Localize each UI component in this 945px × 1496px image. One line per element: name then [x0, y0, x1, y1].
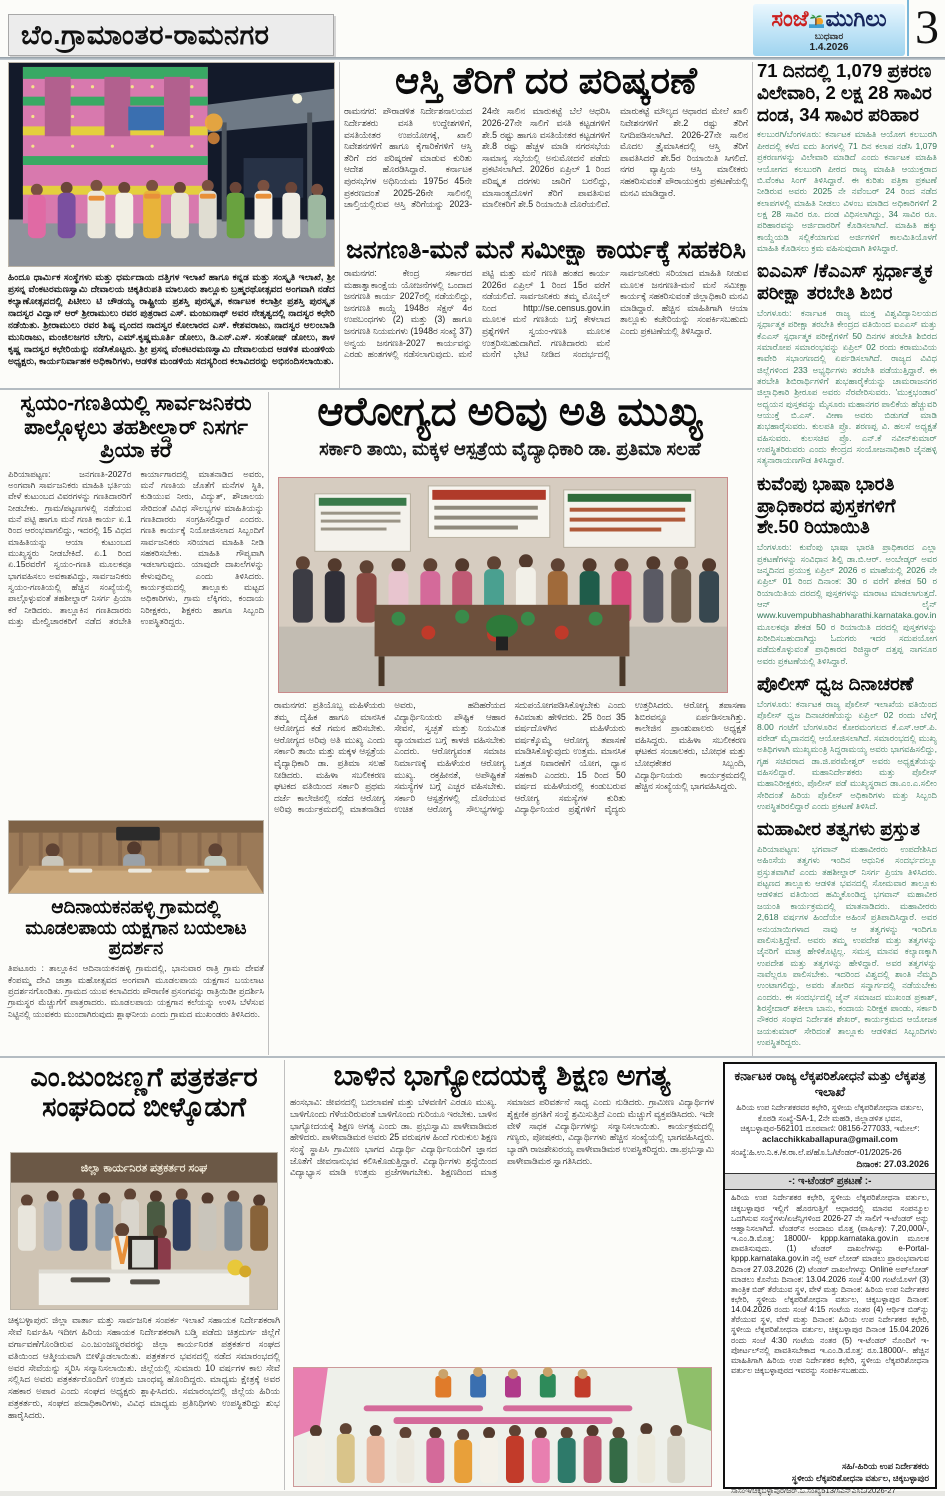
info-commission-body: ಕಲಬುರಗಿ/ಬೆಂಗಳೂರು: ಕರ್ನಾಟಕ ಮಾಹಿತಿ ಆಯೋಗ ಕಲಬುರಗಿ ಪೀಠದಲ್ಲಿ ಕಳೆದ ಐದು ತಿಂಗಳಲ್ಲಿ 71 ದಿನ ಕಲಾಪ ನಡೆಸಿ 1,079 ಪ್ರಕರಣಗಳನ್ನು ವಿಲೇವಾರಿ ಮಾಡಿದೆ ಎಂದು ಕರ್ನಾಟಕ ಮಾಹಿತಿ ಆಯೋಗದ ಕಲಬುರಗಿ ಪೀಠದ ರಾಜ್ಯ ಮಾಹಿತಿ ಆಯುಕ್ತರಾದ ಬಿ.ವೆಂಕಟ ಸಿಂಗ್ ತಿಳಿಸಿದ್ದಾರೆ. ಈ ಕುರಿತು ಪತ್ರಿಕಾ ಪ್ರಕಟಣೆ ನೀಡಿರುವ ಅವರು 2025 ನೇ ನವೆಂಬರ್ 24 ರಿಂದ ನಡೆದ ಕಲಾಪಗಳಲ್ಲಿ ಮಾಹಿತಿ ನೀಡಲು ವಿಳಂಬ ಮಾಡಿದ ಅಧಿಕಾರಿಗಳಿಗೆ 2 ಲಕ್ಷ 28 ಸಾವಿರ ರೂ. ದಂಡ ವಿಧಿಸಲಾಗಿದ್ದು, 34 ಸಾವಿರ ರೂ. ಪರಿಹಾರವನ್ನು ಅರ್ಜಿದಾರರಿಗೆ ಕೊಡಿಸಲಾಗಿದೆ. ಮಾಹಿತಿ ಹಕ್ಕು ಕಾಯ್ದೆಯಡಿ ಸಲ್ಲಿಕೆಯಾಗುವ ಅರ್ಜಿಗಳಿಗೆ ಕಾಲಮಿತಿಯೊಳಗೆ ಮಾಹಿತಿ ಕೊಡಿಸಲು ಕ್ರಮ ವಹಿಸುವುದಾಗಿ ತಿಳಿಸಿದ್ದಾರೆ.: [757, 129, 937, 253]
tender-bottom-ref: ಸಾಸಂಇ/ಚಿಕ್ಕಬಳ್ಳಾಪುರ/ಜರ್.ಓ.ಸಂಖ್ಯೆ513/ಸಿಎನ್ಎಸಿಒ/2026-27: [731, 1485, 896, 1495]
police-flag-headline: ಪೊಲೀಸ್ ಧ್ವಜ ದಿನಾಚರಣೆ: [757, 673, 914, 694]
tender-etender-bar: -: ಇ-ಟೆಂಡರ್ ಪ್ರಕಟಣೆ :-: [725, 1173, 935, 1190]
education-body: ಹಂಸಭಾವಿ: ಜೀವನದಲ್ಲಿ ಬದಲಾವಣೆ ಮತ್ತು ಬೆಳವಣಿಗೆ ಎರಡೂ ಮುಖ್ಯ. ಬಾಳಿಗೊಂದು ಗೆಳೆಯರಿರುವಂತೆ ಬಾಳಿಗೊಂದು ಗುರಿಯೂ ಇರಬೇಕು. ಬಾಳಿನ ಭಾಗ್ಯೋದಯಕ್ಕೆ ಶಿಕ್ಷಣ ಅಗತ್ಯ ಎಂದು ಡಾ. ಪ್ರಭುಸ್ವಾಮಿ ಪಾಳೇವಾಡಿಮಠ ಹೇಳಿದರು. ಪಾಳೇವಾಡಿಮಠ ಅವರು 25 ವರುಷಗಳ ಹಿಂದೆ ಗುರುಕುಲ ಶಿಕ್ಷಣ ಸಂಸ್ಥೆ ಸ್ಥಾಪಿಸಿ ಗ್ರಾಮೀಣ ಭಾಗದ ವಿದ್ಯಾರ್ಥಿ ವಿದ್ಯಾರ್ಥಿನಿಯರಿಗೆ ಜ್ಞಾನದ ಜೊತೆಗೆ ಜೀವನಾನುಭವ ಕಲಿಸಿಕೊಡುತ್ತಿದ್ದಾರೆ. ವಿದ್ಯಾರ್ಥಿಗಳು ಶ್ರದ್ಧೆಯಿಂದ ವಿದ್ಯಾಭ್ಯಾಸ ಮಾಡಿ ಉತ್ತಮ ಪ್ರಜೆಗಳಾಗಬೇಕು. ಶಿಕ್ಷಣದಿಂದ ಮಾತ್ರ ಸಮಾಜದ ಪರಿವರ್ತನೆ ಸಾಧ್ಯ ಎಂದು ನುಡಿದರು. ಗ್ರಾಮೀಣ ವಿದ್ಯಾರ್ಥಿಗಳ ಶೈಕ್ಷಣಿಕ ಪ್ರಗತಿಗೆ ಸಂಸ್ಥೆ ಶ್ರಮಿಸುತ್ತಿದೆ ಎಂದು ಮೆಚ್ಚುಗೆ ವ್ಯಕ್ತಪಡಿಸಿದರು. ಇದೇ ವೇಳೆ ಸಾಧಕ ವಿದ್ಯಾರ್ಥಿಗಳನ್ನು ಸನ್ಮಾನಿಸಲಾಯಿತು. ಕಾರ್ಯಕ್ರಮದಲ್ಲಿ ಗಣ್ಯರು, ಪೋಷಕರು, ವಿದ್ಯಾರ್ಥಿಗಳು ಹೆಚ್ಚಿನ ಸಂಖ್ಯೆಯಲ್ಲಿ ಭಾಗವಹಿಸಿದ್ದರು. ಬ್ಯಾಡಗಿ ರಾಜಶೇಖರಯ್ಯ ಪಾಳೇವಾಡಿಮಠ ಉಪಸ್ಥಿತರಿದ್ದರು. ಡಾ.ಪ್ರಭುಸ್ವಾಮಿ ಪಾಳೇವಾಡಿಮಠ ಸ್ವಾಗತಿಸಿದರು.: [290, 1097, 714, 1178]
kuvempu-body: ಬೆಂಗಳೂರು: ಕುವೆಂಪು ಭಾಷಾ ಭಾರತಿ ಪ್ರಾಧಿಕಾರದ ಎಲ್ಲಾ ಪ್ರಕಟಣೆಗಳನ್ನು ಸಂವಿಧಾನ ಶಿಲ್ಪಿ ಡಾ.ಬಿ.ಆರ್. ಅಂಬೇಡ್ಕರ್ ಅವರ ಜನ್ಮದಿನದ ಪ್ರಯುಕ್ತ ಏಪ್ರಿಲ್ 2026 ರ ಮಾಹೆಯಲ್ಲಿ 2026 ನೇ ಏಪ್ರಿಲ್ 01 ರಿಂದ ದಿನಾಂಕ: 30 ರ ವರೆಗೆ ಶೇಕಡ 50 ರ ರಿಯಾಯಿತಿಯ ದರದಲ್ಲಿ ಪುಸ್ತಕಗಳನ್ನು ಮಾರಾಟ ಮಾಡಲಾಗುತ್ತದೆ. ಆನ್ ಲೈನ್ www.kuvempubhashabharathi.karnataka.gov.in ಮೂಲಕವೂ ಶೇಕಡ 50 ರ ರಿಯಾಯಿತಿ ದರದಲ್ಲಿ ಪುಸ್ತಕಗಳನ್ನು ಖರೀದಿಸಬಹುದಾಗಿದ್ದು ಓದುಗರು ಇದರ ಸದುಪಯೋಗ ಪಡೆದುಕೊಳ್ಳುವಂತೆ ಪ್ರಾಧಿಕಾರದ ರಿಜಿಸ್ಟ್ರಾರ್ ದತ್ತಪ್ಪ ನಾಗನೂರ ಅವರು ಪ್ರಕಟಣೆಯಲ್ಲಿ ತಿಳಿಸಿದ್ದಾರೆ.: [757, 542, 937, 666]
temple-event-photo: [8, 62, 335, 267]
meeting-photo: [8, 820, 264, 894]
tender-ref-number: ಸಂಖ್ಯೆ:ಹಿ.ಉ.ನಿ.ಕ./ಕ.ರಾ.ಲೆ.ಪ/ಹೊ.ಓ/ಟೆಂಡರ್-01/2025-26: [731, 1147, 902, 1158]
farewell-body: ಚಿಕ್ಕಬಳ್ಳಾಪುರ: ಜಿಲ್ಲಾ ವಾರ್ತಾ ಮತ್ತು ಸಾರ್ವಜನಿಕ ಸಂಪರ್ಕ ಇಲಾಖೆ ಸಹಾಯಕ ನಿರ್ದೇಶಕರಾಗಿ ಸೇವೆ ನಿರ್ವಹಿಸಿ ಇದೀಗ ಹಿರಿಯ ಸಹಾಯಕ ನಿರ್ದೇಶಕರಾಗಿ ಬಡ್ತಿ ಪಡೆದು ಚಿತ್ರದುರ್ಗ ಜಿಲ್ಲೆಗೆ ವರ್ಗಾವಣೆಗೊಂಡಿರುವ ಎಂ.ಜುಂಜಣ್ಣರವರನ್ನು ಜಿಲ್ಲಾ ಕಾರ್ಯನಿರತ ಪತ್ರಕರ್ತರ ಸಂಘದ ವತಿಯಿಂದ ಆತ್ಮೀಯವಾಗಿ ಬೀಳ್ಕೊಡಲಾಯಿತು. ಪತ್ರಕರ್ತರ ಭವನದಲ್ಲಿ ನಡೆದ ಸಮಾರಂಭದಲ್ಲಿ ಅವರ ಸೇವೆಯನ್ನು ಸ್ಮರಿಸಿ ಸನ್ಮಾನಿಸಲಾಯಿತು. ಜಿಲ್ಲೆಯಲ್ಲಿ ಸುಮಾರು 10 ವರ್ಷಗಳ ಕಾಲ ಸೇವೆ ಸಲ್ಲಿಸಿದ ಅವರು ಪತ್ರಕರ್ತರೊಂದಿಗೆ ಉತ್ತಮ ಬಾಂಧವ್ಯ ಹೊಂದಿದ್ದರು. ಮಾಧ್ಯಮ ಕ್ಷೇತ್ರಕ್ಕೆ ಅವರ ಸಹಕಾರ ಅಪಾರ ಎಂದು ಸಂಘದ ಅಧ್ಯಕ್ಷರು ಶ್ಲಾಘಿಸಿದರು. ಸಮಾರಂಭದಲ್ಲಿ ಜಿಲ್ಲೆಯ ಹಿರಿಯ ಪತ್ರಕರ್ತರು, ಸಂಘದ ಪದಾಧಿಕಾರಿಗಳು, ವಿವಿಧ ಮಾಧ್ಯಮ ಪ್ರತಿನಿಧಿಗಳು ಉಪಸ್ಥಿತರಿದ್ದು ಶುಭ ಹಾರೈಸಿದರು.: [8, 1315, 280, 1420]
self-census-body: ಪಿರಿಯಾಪಟ್ಟಣ: ಜನಗಣತಿ-2027ರ ಅಂಗವಾಗಿ ಸಾರ್ವಜನಿಕರು ಮಾಹಿತಿ ಭರ್ತಿಯ ವೇಳೆ ಕುಟುಂಬದ ವಿವರಗಳನ್ನು ಗಣತಿದಾರರಿಗೆ ನೀಡಬೇಕು. ಗ್ರಾಮ/ಪಟ್ಟಣಗಳಲ್ಲಿ ನಡೆಯುವ ಮನೆ ಪಟ್ಟಿ ಹಾಗೂ ಮನೆ ಗಣತಿ ಕಾರ್ಯ ಏ.1 ರಿಂದ ಆರಂಭವಾಗಲಿದ್ದು, ಇದರಲ್ಲಿ 15 ವಿಧದ ಮಾಹಿತಿಯನ್ನು ಆಯಾ ಕುಟುಂಬದ ಮುಖ್ಯಸ್ಥರು ನೀಡಬೇಕಿದೆ. ಏ.1 ರಿಂದ ಏ.15ರವರೆಗೆ ಸ್ವಯಂ-ಗಣತಿ ಮೂಲಕವೂ ಭಾಗವಹಿಸಲು ಅವಕಾಶವಿದ್ದು, ಸಾರ್ವಜನಿಕರು ಸ್ವಯಂ-ಗಣತಿಯಲ್ಲಿ ಹೆಚ್ಚಿನ ಸಂಖ್ಯೆಯಲ್ಲಿ ಪಾಲ್ಗೊಳ್ಳುವಂತೆ ತಹಶೀಲ್ದಾರ್ ನಿಸರ್ಗ ಪ್ರಿಯಾ ಕರೆ ನೀಡಿದರು. ತಾಲ್ಲೂಕಿನ ಗಣತಿದಾರರು ಮತ್ತು ಮೇಲ್ವಿಚಾರಕರಿಗೆ ನಡೆದ ತರಬೇತಿ ಕಾರ್ಯಾಗಾರದಲ್ಲಿ ಮಾತನಾಡಿದ ಅವರು, ಮನೆ ಗಣತಿಯ ಜೊತೆಗೆ ಮನೆಗಳ ಸ್ಥಿತಿ, ಕುಡಿಯುವ ನೀರು, ವಿದ್ಯುತ್, ಶೌಚಾಲಯ ಸೇರಿದಂತೆ ವಿವಿಧ ಸೌಲಭ್ಯಗಳ ಮಾಹಿತಿಯನ್ನು ಗಣತಿದಾರರು ಸಂಗ್ರಹಿಸಲಿದ್ದಾರೆ ಎಂದರು. ಗಣತಿ ಕಾರ್ಯಕ್ಕೆ ನಿಯೋಜಿಸಲಾದ ಸಿಬ್ಬಂದಿಗೆ ಸಾರ್ವಜನಿಕರು ಸರಿಯಾದ ಮಾಹಿತಿ ನೀಡಿ ಸಹಕರಿಸಬೇಕು. ಮಾಹಿತಿ ಗೌಪ್ಯವಾಗಿ ಇಡಲಾಗುವುದು. ಯಾವುದೇ ದಾಖಲೆಗಳನ್ನು ಕೇಳುವುದಿಲ್ಲ ಎಂದು ತಿಳಿಸಿದರು. ಕಾರ್ಯಕ್ರಮದಲ್ಲಿ ತಾಲ್ಲೂಕು ಮಟ್ಟದ ಅಧಿಕಾರಿಗಳು, ಗ್ರಾಮ ಲೆಕ್ಕಿಗರು, ಕಂದಾಯ ನಿರೀಕ್ಷಕರು, ಶಿಕ್ಷಕರು ಹಾಗೂ ಸಿಬ್ಬಂದಿ ಉಪಸ್ಥಿತರಿದ್ದರು.: [8, 468, 264, 627]
education-event-photo: [293, 1367, 712, 1487]
moodalapaya-body: ತಿಪಟೂರು : ತಾಲ್ಲೂಕಿನ ಆದಿನಾಯಕನಹಳ್ಳಿ ಗ್ರಾಮದಲ್ಲಿ, ಭಾನುವಾರ ರಾತ್ರಿ ಗ್ರಾಮ ದೇವತೆ ಕೆಂಪಮ್ಮ ದೇವಿ ಜಾತ್ರಾ ಮಹೋತ್ಸವದ ಅಂಗವಾಗಿ ಮೂಡಲಪಾಯ ಯಕ್ಷಗಾನ ಬಯಲಾಟ ಪ್ರದರ್ಶನಗೊಂಡಿತು. ಗ್ರಾಮದ ಯುವ ಕಲಾವಿದರು ಪೌರಾಣಿಕ ಪ್ರಸಂಗವನ್ನು ರಾತ್ರಿಯಿಡೀ ಪ್ರದರ್ಶಿಸಿ ಗ್ರಾಮಸ್ಥರ ಮೆಚ್ಚುಗೆಗೆ ಪಾತ್ರರಾದರು. ಮೂಡಲಪಾಯ ಯಕ್ಷಗಾನ ಕಲೆಯನ್ನು ಉಳಿಸಿ ಬೆಳೆಸುವ ನಿಟ್ಟಿನಲ್ಲಿ ಯುವಕರು ಮುಂದಾಗಿರುವುದು ಶ್ಲಾಘನೀಯ ಎಂದು ಗ್ರಾಮದ ಮುಖಂಡರು ತಿಳಿಸಿದರು.: [8, 963, 264, 1019]
kuvempu-headline: ಕುವೆಂಪು ಭಾಷಾ ಭಾರತಿ ಪ್ರಾಧಿಕಾರದ ಪುಸ್ತಕಗಳಿಗೆ ಶೇ.50 ರಿಯಾಯಿತಿ: [757, 472, 896, 538]
tender-email: aclacchikkaballapura@gmail.com: [762, 1134, 898, 1145]
article-self-census: [8, 392, 264, 809]
tender-signature-1: ಸಹಿ/-ಹಿರಿಯ ಉಪ ನಿರ್ದೇಶಕರು: [841, 1461, 929, 1472]
paper-title-part1: ಸಂಜೆ: [771, 6, 809, 31]
paper-title: [753, 7, 905, 31]
self-census-headline: ಸ್ವಯಂ-ಗಣತಿಯಲ್ಲಿ ಸಾರ್ವಜನಿಕರು ಪಾಲ್ಗೊಳ್ಳಲು ತಹಶೀಲ್ದಾರ್ ನಿಸರ್ಗ ಪ್ರಿಯಾ ಕರೆ: [20, 392, 252, 463]
article-health: [274, 390, 746, 460]
right-column: [757, 60, 937, 1056]
article-kuvempu: [757, 473, 937, 667]
health-event-photo: [278, 477, 728, 693]
property-tax-body: ರಾಮನಗರ: ಪೌರಾಡಳಿತ ನಿರ್ದೇಶನಾಲಯದ ನಿರ್ದೇಶಕರು ವಸತಿ ಉದ್ದೇಶಗಳಿಗೆ, ವಸತಿಯೇತರ ಉಪಯೋಗಕ್ಕೆ, ಖಾಲಿ ನಿವೇಶನಗಳಿಗೆ ಹಾಗೂ ಕೈಗಾರಿಕೆಗಳಿಗೆ ಆಸ್ತಿ ತೆರಿಗೆ ದರ ಪರಿಷ್ಕರಣೆ ಮಾಡುವ ಕುರಿತು ಆದೇಶ ಹೊರಡಿಸಿದ್ದಾರೆ. ಕರ್ನಾಟಕ ಪುರಸಭೆಗಳ ಅಧಿನಿಯಮ 1975ರ 45ನೇ ಪ್ರಕರಣದಂತೆ 2025-26ನೇ ಸಾಲಿನಲ್ಲಿ ಚಾಲ್ತಿಯಲ್ಲಿರುವ ಆಸ್ತಿ ತೆರಿಗೆಯನ್ನು 2023-24ನೇ ಸಾಲಿನ ಮಾರುಕಟ್ಟೆ ಬೆಲೆ ಆಧರಿಸಿ 2026-27ನೇ ಸಾಲಿಗೆ ವಸತಿ ಕಟ್ಟಡಗಳಿಗೆ ಶೇ.5 ರಷ್ಟು ಹಾಗೂ ವಸತಿಯೇತರ ಕಟ್ಟಡಗಳಿಗೆ ಶೇ.8 ರಷ್ಟು ಹೆಚ್ಚಳ ಮಾಡಿ ನಗರಸಭೆಯ ಸಾಮಾನ್ಯ ಸಭೆಯಲ್ಲಿ ಅನುಮೋದನೆ ಪಡೆದು ಪ್ರಕಟಿಸಲಾಗಿದೆ. 2026ರ ಏಪ್ರಿಲ್ 1 ರಿಂದ ಪರಿಷ್ಕೃತ ದರಗಳು ಜಾರಿಗೆ ಬರಲಿದ್ದು, ಮಾಸಾಂತ್ಯದೊಳಗೆ ತೆರಿಗೆ ಪಾವತಿಸುವ ಮಾಲೀಕರಿಗೆ ಶೇ.5 ರಿಯಾಯಿತಿ ದೊರೆಯಲಿದೆ. ಮಾರುಕಟ್ಟೆ ಮೌಲ್ಯದ ಆಧಾರದ ಮೇಲೆ ಖಾಲಿ ನಿವೇಶನಗಳಿಗೆ ಶೇ.2 ರಷ್ಟು ತೆರಿಗೆ ನಿಗದಿಪಡಿಸಲಾಗಿದೆ. 2026-27ನೇ ಸಾಲಿನ ಮೊದಲ ತ್ರೈಮಾಸಿಕದಲ್ಲಿ ಆಸ್ತಿ ತೆರಿಗೆ ಪಾವತಿಸಿದರೆ ಶೇ.5ರ ರಿಯಾಯಿತಿ ಸಿಗಲಿದೆ. ನಗರ ವ್ಯಾಪ್ತಿಯ ಆಸ್ತಿ ಮಾಲೀಕರು ಸಹಕರಿಸುವಂತೆ ಪೌರಾಯುಕ್ತರು ಪ್ರಕಟಣೆಯಲ್ಲಿ ಮನವಿ ಮಾಡಿದ್ದಾರೆ.: [344, 106, 748, 210]
census-body: ರಾಮನಗರ: ಕೇಂದ್ರ ಸರ್ಕಾರದ ಮಹಾತ್ವಾಕಾಂಕ್ಷೆಯ ಯೋಜನೆಗಳಲ್ಲಿ ಒಂದಾದ ಜನಗಣತಿ ಕಾರ್ಯ 2027ರಲ್ಲಿ ನಡೆಯಲಿದ್ದು, ಜನಗಣತಿ ಕಾಯ್ದೆ 1948ರ ಸೆಕ್ಷನ್ 4ರ ಉಪಬಂಧಗಳು (2) ಮತ್ತು (3) ಹಾಗೂ ಜನಗಣತಿ ನಿಯಮಗಳು (1948ರ ಸಂಖ್ಯೆ 37) ಅನ್ವಯ ಜನಗಣತಿ-2027 ಕಾರ್ಯವನ್ನು ಎರಡು ಹಂತಗಳಲ್ಲಿ ನಡೆಸಲಾಗುವುದು. ಮನೆ ಪಟ್ಟಿ ಮತ್ತು ಮನೆ ಗಣತಿ ಹಂತದ ಕಾರ್ಯ 2026ರ ಏಪ್ರಿಲ್ 1 ರಿಂದ 15ರ ವರೆಗೆ ನಡೆಯಲಿದೆ. ಸಾರ್ವಜನಿಕರು ತಮ್ಮ ಮೊಬೈಲ್ ನಿಂದ http://se.census.gov.in ಮೂಲಕ ಮನೆ ಗಣತಿಯ ಬಗ್ಗೆ ಕೇಳಲಾದ ಪ್ರಶ್ನೆಗಳಿಗೆ ಸ್ವಯಂ-ಗಣತಿ ಮೂಲಕ ಉತ್ತರಿಸಬಹುದಾಗಿದೆ. ಗಣತಿದಾರರು ಮನೆ ಮನೆಗೆ ಭೇಟಿ ನೀಡಿದ ಸಂದರ್ಭದಲ್ಲಿ ಸಾರ್ವಜನಿಕರು ಸರಿಯಾದ ಮಾಹಿತಿ ನೀಡುವ ಮೂಲಕ ಜನಗಣತಿ-ಮನೆ ಮನೆ ಸಮೀಕ್ಷಾ ಕಾರ್ಯಕ್ಕೆ ಸಹಕರಿಸುವಂತೆ ಜಿಲ್ಲಾಧಿಕಾರಿ ಮನವಿ ಮಾಡಿದ್ದಾರೆ. ಹೆಚ್ಚಿನ ಮಾಹಿತಿಗಾಗಿ ಆಯಾ ತಾಲ್ಲೂಕು ಕಚೇರಿಯನ್ನು ಸಂಪರ್ಕಿಸಬಹುದು ಎಂದು ಪ್ರಕಟಣೆಯಲ್ಲಿ ತಿಳಿಸಿದ್ದಾರೆ.: [344, 268, 748, 360]
health-headline: ಆರೋಗ್ಯದ ಅರಿವು ಅತಿ ಮುಖ್ಯ: [317, 390, 703, 434]
divider-mid-1: [268, 392, 269, 1055]
tender-notice-box: [723, 1062, 937, 1495]
paper-title-part2: ಮುಗಿಲು: [825, 6, 887, 31]
divider-bottom-1: [284, 1060, 285, 1490]
police-flag-body: ಬೆಂಗಳೂರು: ಕರ್ನಾಟಕ ರಾಜ್ಯ ಪೊಲೀಸ್ ಇಲಾಖೆಯ ವತಿಯಿಂದ ಪೊಲೀಸ್ ಧ್ವಜ ದಿನಾಚರಣೆಯನ್ನು ಏಪ್ರಿಲ್ 02 ರಂದು ಬೆಳಿಗ್ಗೆ 8.00 ಗಂಟೆಗೆ ಬೆಂಗಳೂರಿನ ಕೋರಮಂಗಲದ ಕೆ.ಎಸ್.ಆರ್.ಪಿ. ಪರೇಡ್ ಮೈದಾನದಲ್ಲಿ ಆಯೋಜಿಸಲಾಗಿದೆ. ಸಮಾರಂಭದಲ್ಲಿ ಮುಖ್ಯ ಅತಿಥಿಗಳಾಗಿ ಮುಖ್ಯಮಂತ್ರಿ ಸಿದ್ದರಾಮಯ್ಯ ಅವರು ಭಾಗವಹಿಸಲಿದ್ದು, ಗೃಹ ಸಚಿವರಾದ ಡಾ.ಜಿ.ಪರಮೇಶ್ವರ್ ಅವರು ಅಧ್ಯಕ್ಷತೆಯನ್ನು ವಹಿಸಲಿದ್ದಾರೆ. ಮಹಾನಿರ್ದೇಶಕರು ಮತ್ತು ಪೊಲೀಸ್ ಮಹಾನಿರೀಕ್ಷಕರು, ಪೊಲೀಸ್ ಪಡೆ ಮುಖ್ಯಸ್ಥರಾದ ಡಾ.ಎಂ.ಎ.ಸಲೀಂ ಸೇರಿದಂತೆ ಹಿರಿಯ ಪೊಲೀಸ್ ಅಧಿಕಾರಿಗಳು ಮತ್ತು ಸಿಬ್ಬಂದಿ ಉಪಸ್ಥಿತರಿರಲಿದ್ದಾರೆ ಎಂದು ಪ್ರಕಟಣೆ ತಿಳಿಸಿದೆ.: [757, 698, 937, 811]
tender-body: ಹಿರಿಯ ಉಪ ನಿರ್ದೇಶಕರ ಕಛೇರಿ, ಸ್ಥಳೀಯ ಲೆಕ್ಕಪರಿಶೋಧನಾ ವರ್ತುಲ, ಚಿಕ್ಕಬಳ್ಳಾಪುರ ಇಲ್ಲಿಗೆ ಹೊರಗುತ್ತಿಗೆ ಆಧಾರದಲ್ಲಿ ಮಾನವ ಸಂಪನ್ಮೂಲ ಒದಗಿಸುವ ಸಂಸ್ಥೆಗಳು/ಏಜೆನ್ಸಿಗಳಿಂದ 2026-27 ನೇ ಸಾಲಿಗೆ ಇ-ಟೆಂಡರ್ ಅನ್ನು ಆಹ್ವಾನಿಸಲಾಗಿದೆ. ಟೆಂಡರ್‌ನ ಅಂದಾಜು ಮೊತ್ತ (ವಾರ್ಷಿಕ): 7,20,000/-, ಇ.ಎಂ.ಡಿ.ಮೊತ್ತ: 18000/- kppp.karnataka.gov.in ಮೂಲಕ ಪಾವತಿಸುವುದು. (1) ಟೆಂಡರ್ ದಾಖಲೆಗಳನ್ನು e-Portal- kppp.karnataka.gov.in ನಲ್ಲಿ ಅಪ್ ಲೋಡ್ ಮಾಡಲು ಪ್ರಾರಂಭವಾಗುವ ದಿನಾಂಕ 27.03.2026 (2) ಟೆಂಡರ್ ದಾಖಲೆಗಳನ್ನು Online ಅಪ್‌ಲೋಡ್ ಮಾಡಲು ಕೊನೆಯ ದಿನಾಂಕ: 13.04.2026 ಸಂಜೆ 4:00 ಗಂಟೆಯೊಳಗೆ (3) ತಾಂತ್ರಿಕ ಬಿಡ್ ತೆರೆಯುವ ಸ್ಥಳ, ವೇಳೆ ಮತ್ತು ದಿನಾಂಕ: ಹಿರಿಯ ಉಪ ನಿರ್ದೇಶಕರ ಕಛೇರಿ, ಸ್ಥಳೀಯ ಲೆಕ್ಕಪರಿಶೋಧನಾ ವರ್ತುಲ, ಚಿಕ್ಕಬಳ್ಳಾಪುರ ದಿನಾಂಕ: 14.04.2026 ರಂದು ಸಂಜೆ 4:15 ಗಂಟೆಯ ನಂತರ (4) ಆರ್ಥಿಕ ಬಿಡ್‌ನ್ನು ತೆರೆಯುವ ಸ್ಥಳ, ವೇಳೆ ಮತ್ತು ದಿನಾಂಕ: ಹಿರಿಯ ಉಪ ನಿರ್ದೇಶಕರ ಕಛೇರಿ, ಸ್ಥಳೀಯ ಲೆಕ್ಕಪರಿಶೋಧನಾ ವರ್ತುಲ, ಚಿಕ್ಕಬಳ್ಳಾಪುರ ದಿನಾಂಕ 15.04.2026 ರಂದು ಸಂಜೆ 4:30 ಗಂಟೆಯ ನಂತರ (5) ಇ-ಟೆಂಡರ್ ನೊಂದಿಗೆ ಇ-ಪೋರ್ಟಲ್‌ನಲ್ಲಿ ಪಾವತಿಸಬೇಕಾದ ಇ.ಎಂ.ಡಿ.ಮೊತ್ತ: ರೂ.18000/-. ಹೆಚ್ಚಿನ ಮಾಹಿತಿಗಾಗಿ ಹಿರಿಯ ಉಪ ನಿರ್ದೇಶಕರ ಕಛೇರಿ, ಸ್ಥಳೀಯ ಲೆಕ್ಕಪರಿಶೋಧನಾ ವರ್ತುಲ ಚಿಕ್ಕಬಳ್ಳಾಪುರದ ಇವರನ್ನು ಸಂಪರ್ಕಿಸಬಹುದು.: [731, 1193, 929, 1376]
masthead-date: 1.4.2026: [809, 42, 849, 53]
farewell-photo: [10, 1152, 278, 1310]
masthead: [753, 4, 905, 56]
farewell-headline: ಎಂ.ಜುಂಜಣ್ಣಗೆ ಪತ್ರಕರ್ತರ ಸಂಘದಿಂದ ಬೀಳ್ಕೊಡುಗೆ: [30, 1062, 258, 1123]
article-education: [290, 1060, 714, 1355]
article-farewell: [8, 1062, 280, 1122]
moodalapaya-headline: ಆದಿನಾಯಕನಹಳ್ಳಿ ಗ್ರಾಮದಲ್ಲಿ ಮೂಡಲಪಾಯ ಯಕ್ಷಗಾನ ಬಯಲಾಟ ಪ್ರದರ್ಶನ: [25, 896, 247, 959]
ias-kas-body: ಬೆಂಗಳೂರು: ಕರ್ನಾಟಕ ರಾಜ್ಯ ಮುಕ್ತ ವಿಶ್ವವಿದ್ಯಾನಿಲಯದ ಸ್ಪರ್ಧಾತ್ಮಕ ಪರೀಕ್ಷಾ ತರಬೇತಿ ಕೇಂದ್ರದ ವತಿಯಿಂದ ಐಎಎಸ್ ಮತ್ತು ಕೆಎಎಸ್ ಸ್ಪರ್ಧಾತ್ಮಕ ಪರೀಕ್ಷೆಗಳಿಗೆ 50 ದಿನಗಳ ತರಬೇತಿ ಶಿಬಿರದ ಸಮಾರೋಪ ಸಮಾರಂಭವನ್ನು ಏಪ್ರಿಲ್ 02 ರಂದು ಕರಾಮುವಿಯ ಕಾವೇರಿ ಸಭಾಂಗಣದಲ್ಲಿ ಏರ್ಪಡಿಸಲಾಗಿದೆ. ರಾಜ್ಯದ ವಿವಿಧ ಜಿಲ್ಲೆಗಳಿಂದ 233 ಅಭ್ಯರ್ಥಿಗಳು ತರಬೇತಿ ಪಡೆಯುತ್ತಿದ್ದಾರೆ. ಈ ತರಬೇತಿ ಶಿಬಿರಾರ್ಥಿಗಳಿಗೆ ಶುಭಹಾರೈಕೆಯನ್ನು ಚಾಮರಾಜನಗರ ಜಿಲ್ಲಾಧಿಕಾರಿ ಶ್ರೀರೂಪ ಅವರು ನೆರವೇರಿಸುವರು. 'ಮುಕ್ತಭಂಡಾರ' ಅಧ್ಯಯನ ಪುಸ್ತಕವನ್ನು ಮೈಸೂರು ಮಹಾನಗರ ಪಾಲಿಕೆಯ ಹೆಚ್ಚುವರಿ ಆಯುಕ್ತೆ ಬಿ.ಎಸ್. ವೀಣಾ ಅವರು ಬಿಡುಗಡೆ ಮಾಡಿ ಶುಭಹಾರೈಸುವರು. ಕುಲಪತಿ ಪ್ರೊ. ಶರಣಪ್ಪ ವಿ. ಹಲಸೆ ಅಧ್ಯಕ್ಷತೆ ವಹಿಸುವರು. ಕುಲಸಚಿವ ಪ್ರೊ. ಎನ್.ಕೆ ನವೀನ್‌ಕುಮಾರ್ ಉಪಸ್ಥಿತರಿರುವರು ಎಂದು ಕೇಂದ್ರದ ಸಂಯೋಜನಾಧಿಕಾರಿ ಜೈನಹಳ್ಳಿ ಸತ್ಯನಾರಾಯಣಗೌಡ ತಿಳಿಸಿದ್ದಾರೆ.: [757, 307, 937, 466]
edition-region-label: ಬೆಂ.ಗ್ರಾಮಾಂತರ-ರಾಮನಗರ: [8, 14, 334, 56]
tender-signature-2: ಸ್ಥಳೀಯ ಲೆಕ್ಕಪರಿಶೋಧನಾ ವರ್ತುಲ, ಚಿಕ್ಕಬಳ್ಳಾಪುರ: [791, 1472, 929, 1483]
article-census: [344, 236, 748, 378]
temple-photo-caption: ಹಿಂದೂ ಧಾರ್ಮಿಕ ಸಂಸ್ಥೆಗಳು ಮತ್ತು ಧರ್ಮದಾಯ ದತ್ತಿಗಳ ಇಲಾಖೆ ಹಾಗೂ ಕನ್ನಡ ಮತ್ತು ಸಂಸ್ಕೃತಿ ಇಲಾಖೆ, ಶ್ರೀ ಪ್ರಸನ್ನ ವೆಂಕಟರಮಣಸ್ವಾಮಿ ದೇವಾಲಯ ಚಿಕ್ಕತಿರುಪತಿ ಮಾಲೂರು ತಾಲ್ಲೂಕು ಬ್ರಹ್ಮರಥೋತ್ಸವದ ಅಂಗವಾಗಿ ನಡೆದ ಕಲ್ಯಾಣೋತ್ಸವದಲ್ಲಿ ಪಿಟೀಲು ಟಿ ಚೌಡಯ್ಯ ರಾಷ್ಟ್ರೀಯ ಪ್ರಶಸ್ತಿ ಪುರಸ್ಕೃತ, ಕರ್ನಾಟಕ ಕಲಾಶ್ರೀ ಪ್ರಶಸ್ತಿ ಪುರಸ್ಕೃತ ನಾದಸ್ವರ ವಿದ್ವಾನ್ ಆರ್ ಶ್ರೀರಾಮುಲು ರವರ ಪುತ್ರರಾದ ಎಸ್. ಮಂಜುನಾಥ್ ಅವರ ನೇತೃತ್ವದಲ್ಲಿ ನಾದಸ್ವರ ಕಛೇರಿ ನಡೆಯಿತು. ಶ್ರೀರಾಮುಲು ರವರ ಶಿಷ್ಯ ವೃಂದದ ನಾದಸ್ವರ ಕೋಲಾರದ ಎಸ್. ಕೇಶವರಾಜು, ನಾದಸ್ವರ ಆಲಂಬಾಡಿ ಮುನಿರಾಜು, ಮಂಜಿಲಜಗರ ಬೇಗು, ಎಮ್.ಕೃಷ್ಣಮೂರ್ತಿ ಡೋಲು, ಡಿ.ಎನ್.ಎಸ್. ಸಂತೋಷ್ ಡೋಲು, ತಾಳ ಕೃಷ್ಣ ನಾದಸ್ವರ ಕಛೇರಿಯನ್ನು ನಡೆಸಿಕೊಟ್ಟರು. ಶ್ರೀ ಪ್ರಸನ್ನ ವೆಂಕಟರಮಣಸ್ವಾಮಿ ದೇವಾಲಯದ ಆಡಳಿತ ಮಂಡಳಿಯ ಅಧ್ಯಕ್ಷರು, ಕಾರ್ಯನಿರ್ವಾಹಕ ಅಧಿಕಾರಿಗಳು, ಆಡಳಿತ ಮಂಡಳಿಯ ಸದಸ್ಯರಿಂದ ಕಲಾವಿದರನ್ನು ಅಭಿನಂದಿಸಲಾಯಿತು.: [8, 272, 335, 366]
property-tax-headline: ಆಸ್ತಿ ತೆರಿಗೆ ದರ ಪರಿಷ್ಕರಣೆ: [394, 60, 698, 101]
article-police-flag: [757, 673, 937, 812]
education-headline: ಬಾಳಿನ ಭಾಗ್ಯೋದಯಕ್ಕೆ ಶಿಕ್ಷಣ ಅಗತ್ಯ: [333, 1060, 671, 1092]
page-number: 3: [907, 0, 945, 56]
farewell-photo-sign-text: ಜಿಲ್ಲಾ ಕಾರ್ಯನಿರತ ಪತ್ರಕರ್ತರ ಸಂಘ: [80, 1162, 208, 1175]
article-moodalapaya: [8, 897, 264, 1065]
article-property-tax: [344, 60, 748, 234]
divider-top-1: [339, 62, 340, 388]
palm-sunset-icon: [809, 9, 824, 24]
article-ias-kas: [757, 260, 937, 466]
mahavira-headline: ಮಹಾವೀರ ತತ್ವಗಳು ಪ್ರಸ್ತುತ: [757, 818, 920, 840]
mahavira-body: ಪಿರಿಯಾಪಟ್ಟಣ: ಭಗವಾನ್ ಮಹಾವೀರರು ಉಪದೇಶಿಸಿದ ಅಹಿಂಸೆಯ ತತ್ವಗಳು ಇಂದಿನ ಆಧುನಿಕ ಸಂದರ್ಭದಲ್ಲೂ ಪ್ರಸ್ತುತವಾಗಿವೆ ಎಂದು ತಹಶೀಲ್ದಾರ್ ನಿಸರ್ಗ ಪ್ರಿಯಾ ತಿಳಿಸಿದರು. ಪಟ್ಟಣದ ತಾಲ್ಲೂಕು ಆಡಳಿತ ಭವನದಲ್ಲಿ ಸೋಮವಾರ ತಾಲ್ಲೂಕು ಆಡಳಿತದ ವತಿಯಿಂದ ಹಮ್ಮಿಕೊಂಡಿದ್ದ ಭಗವಾನ್ ಮಹಾವೀರ ಜಯಂತಿ ಕಾರ್ಯಕ್ರಮದಲ್ಲಿ ಮಾತನಾಡಿದರು. ಮಹಾವೀರರು 2,618 ವರ್ಷಗಳ ಹಿಂದೆಯೇ ಅಹಿಂಸೆ ಪ್ರತಿಪಾದಿಸಿದ್ದಾರೆ. ಅವರ ಅನುಯಾಯಿಗಳಾದ ನಾವು ಆ ತತ್ವಗಳನ್ನು ಇಂದಿಗೂ ಪಾಲಿಸುತ್ತಿದ್ದೇವೆ. ಅವರು ತಮ್ಮ ಉಪದೇಶ ಮತ್ತು ತತ್ವಗಳನ್ನು ಜೈನರಿಗೆ ಮಾತ್ರ ಹೇಳಿಕೊಟ್ಟಿಲ್ಲ. ಸಮಸ್ತ ಮಾನವ ಕಲ್ಯಾಣಕ್ಕಾಗಿ ಉಪದೇಶ ಮತ್ತು ತತ್ವಗಳನ್ನು ಹೇಳಿದ್ದಾರೆ. ಅವರ ತತ್ವಗಳನ್ನು ನಾವೆಲ್ಲರೂ ಪಾಲಿಸಬೇಕು. ಇದರಿಂದ ವಿಶ್ವದಲ್ಲಿ ಶಾಂತಿ ನೆಮ್ಮದಿ ಉಂಟಾಗಲಿದ್ದು, ಅವರು ತೋರಿದ ಸನ್ಮಾರ್ಗದಲ್ಲಿ ನಡೆಯಬೇಕು ಎಂದರು. ಈ ಸಂದರ್ಭದಲ್ಲಿ ಜೈನ್ ಸಮಾಜದ ಮುಖಂಡ ಪ್ರಕಾಶ್, ಶಿರಸ್ತೇದಾರ್ ಶಕೀಲಾ ಬಾನು, ಕಂದಾಯ ನಿರೀಕ್ಷಕ ಪಾಂಡು, ಸರ್ಕಾರಿ ನೌಕರರ ಸಂಘದ ನಿರ್ದೇಶಕ ಶೇಖರ್, ಕಾರ್ಯಕ್ರಮದ ಆಯೋಜಕ ಜಯಕುಮಾರ್ ಸೇರಿದಂತೆ ತಾಲ್ಲೂಕು ಆಡಳಿತದ ಸಿಬ್ಬಂದಿಗಳು ಉಪಸ್ಥಿತರಿದ್ದರು.: [757, 844, 937, 1047]
health-body: ರಾಮನಗರ: ಪ್ರತಿಯೊಬ್ಬ ಮಹಿಳೆಯರು ತಮ್ಮ ದೈಹಿಕ ಹಾಗೂ ಮಾನಸಿಕ ಆರೋಗ್ಯದ ಕಡೆ ಗಮನ ಹರಿಸಬೇಕು. ಆರೋಗ್ಯದ ಅರಿವು ಅತಿ ಮುಖ್ಯ ಎಂದು ಸರ್ಕಾರಿ ತಾಯಿ ಮತ್ತು ಮಕ್ಕಳ ಆಸ್ಪತ್ರೆಯ ವೈದ್ಯಾಧಿಕಾರಿ ಡಾ. ಪ್ರತಿಮಾ ಸಲಹೆ ನೀಡಿದರು. ಮಹಿಳಾ ಸಬಲೀಕರಣ ಘಟಕದ ವತಿಯಿಂದ ಸರ್ಕಾರಿ ಪ್ರಥಮ ದರ್ಜೆ ಕಾಲೇಜಿನಲ್ಲಿ ನಡೆದ ಆರೋಗ್ಯ ಅರಿವು ಕಾರ್ಯಕ್ರಮದಲ್ಲಿ ಮಾತನಾಡಿದ ಅವರು, ಹದಿಹರೆಯದ ವಿದ್ಯಾರ್ಥಿನಿಯರು ಪೌಷ್ಟಿಕ ಆಹಾರ ಸೇವನೆ, ಸ್ವಚ್ಛತೆ ಮತ್ತು ನಿಯಮಿತ ವ್ಯಾಯಾಮದ ಬಗ್ಗೆ ಕಾಳಜಿ ವಹಿಸಬೇಕು ಎಂದರು. ಆರೋಗ್ಯವಂತ ಸಮಾಜ ನಿರ್ಮಾಣಕ್ಕೆ ಮಹಿಳೆಯರ ಆರೋಗ್ಯ ಮುಖ್ಯ. ರಕ್ತಹೀನತೆ, ಅಪೌಷ್ಟಿಕತೆ ಸಮಸ್ಯೆಗಳ ಬಗ್ಗೆ ಎಚ್ಚರ ವಹಿಸಬೇಕು. ಸರ್ಕಾರಿ ಆಸ್ಪತ್ರೆಗಳಲ್ಲಿ ದೊರೆಯುವ ಉಚಿತ ಆರೋಗ್ಯ ಸೌಲಭ್ಯಗಳನ್ನು ಸದುಪಯೋಗಪಡಿಸಿಕೊಳ್ಳಬೇಕು ಎಂದು ಕಿವಿಮಾತು ಹೇಳಿದರು. 25 ರಿಂದ 35 ವರ್ಷದೊಳಗಿನ ಮಹಿಳೆಯರು ವರ್ಷಕ್ಕೊಮ್ಮೆ ಆರೋಗ್ಯ ತಪಾಸಣೆ ಮಾಡಿಸಿಕೊಳ್ಳುವುದು ಉತ್ತಮ. ಮಾನಸಿಕ ಒತ್ತಡ ನಿವಾರಣೆಗೆ ಯೋಗ, ಧ್ಯಾನ ಸಹಕಾರಿ ಎಂದರು. 15 ರಿಂದ 50 ವರ್ಷದ ಮಹಿಳೆಯರಲ್ಲಿ ಕಂಡುಬರುವ ಆರೋಗ್ಯ ಸಮಸ್ಯೆಗಳ ಕುರಿತು ವಿದ್ಯಾರ್ಥಿನಿಯರ ಪ್ರಶ್ನೆಗಳಿಗೆ ವೈದ್ಯರು ಉತ್ತರಿಸಿದರು. ಆರೋಗ್ಯ ತಪಾಸಣಾ ಶಿಬಿರವನ್ನೂ ಏರ್ಪಡಿಸಲಾಗಿತ್ತು. ಕಾಲೇಜಿನ ಪ್ರಾಂಶುಪಾಲರು ಅಧ್ಯಕ್ಷತೆ ವಹಿಸಿದ್ದರು. ಮಹಿಳಾ ಸಬಲೀಕರಣ ಘಟಕದ ಸಂಚಾಲಕರು, ಬೋಧಕ ಮತ್ತು ಬೋಧಕೇತರ ಸಿಬ್ಬಂದಿ, ವಿದ್ಯಾರ್ಥಿನಿಯರು ಕಾರ್ಯಕ್ರಮದಲ್ಲಿ ಹೆಚ್ಚಿನ ಸಂಖ್ಯೆಯಲ್ಲಿ ಭಾಗವಹಿಸಿದ್ದರು.: [274, 700, 746, 815]
tender-date: ದಿನಾಂಕ: 27.03.2026: [856, 1159, 929, 1170]
tender-address: ಹಿರಿಯ ಉಪ ನಿರ್ದೇಶಕರವರ ಕಛೇರಿ, ಸ್ಥಳೀಯ ಲೆಕ್ಕಪರಿಶೋಧನಾ ವರ್ತುಲ, ಕೊಠಡಿ ಸಂಖ್ಯೆ-SA-1, 2ನೇ ಮಹಡಿ, ಜಿಲ್ಲಾಡಳಿತ ಭವನ, ಚಿಕ್ಕಬಳ್ಳಾಪುರ-562101 ದೂರವಾಣಿ: 08156-277033, ಇಮೇಲ್:: [736, 1103, 924, 1134]
health-subtitle: ಸರ್ಕಾರಿ ತಾಯಿ, ಮಕ್ಕಳ ಆಸ್ಪತ್ರೆಯ ವೈದ್ಯಾಧಿಕಾರಿ ಡಾ. ಪ್ರತಿಮಾ ಸಲಹೆ: [319, 438, 701, 459]
census-headline: ಜನಗಣತಿ-ಮನೆ ಮನೆ ಸಮೀಕ್ಷಾ ಕಾರ್ಯಕ್ಕೆ ಸಹಕರಿಸಿ: [346, 236, 746, 264]
article-mahavira: [757, 818, 937, 1048]
masthead-day: ಬುಧವಾರ: [814, 31, 844, 41]
divider-right-col: [752, 62, 753, 1056]
ias-kas-headline: ಐಎಎಸ್ /ಕೆಎಎಸ್ ಸ್ಪರ್ಧಾತ್ಮಕ ಪರೀಕ್ಷಾ ತರಬೇತಿ ಶಿಬಿರ: [757, 260, 933, 304]
tender-dept-title: ಕರ್ನಾಟಕ ರಾಜ್ಯ ಲೆಕ್ಕಪರಿಶೋಧನೆ ಮತ್ತು ಲೆಕ್ಕಪತ್ರ ಇಲಾಖೆ: [734, 1069, 926, 1099]
info-commission-headline: 71 ದಿನದಲ್ಲಿ 1,079 ಪ್ರಕರಣ ವಿಲೇವಾರಿ, 2 ಲಕ್ಷ 28 ಸಾವಿರ ದಂಡ, 34 ಸಾವಿರ ಪರಿಹಾರ: [757, 60, 932, 125]
article-info-commission: [757, 60, 937, 254]
